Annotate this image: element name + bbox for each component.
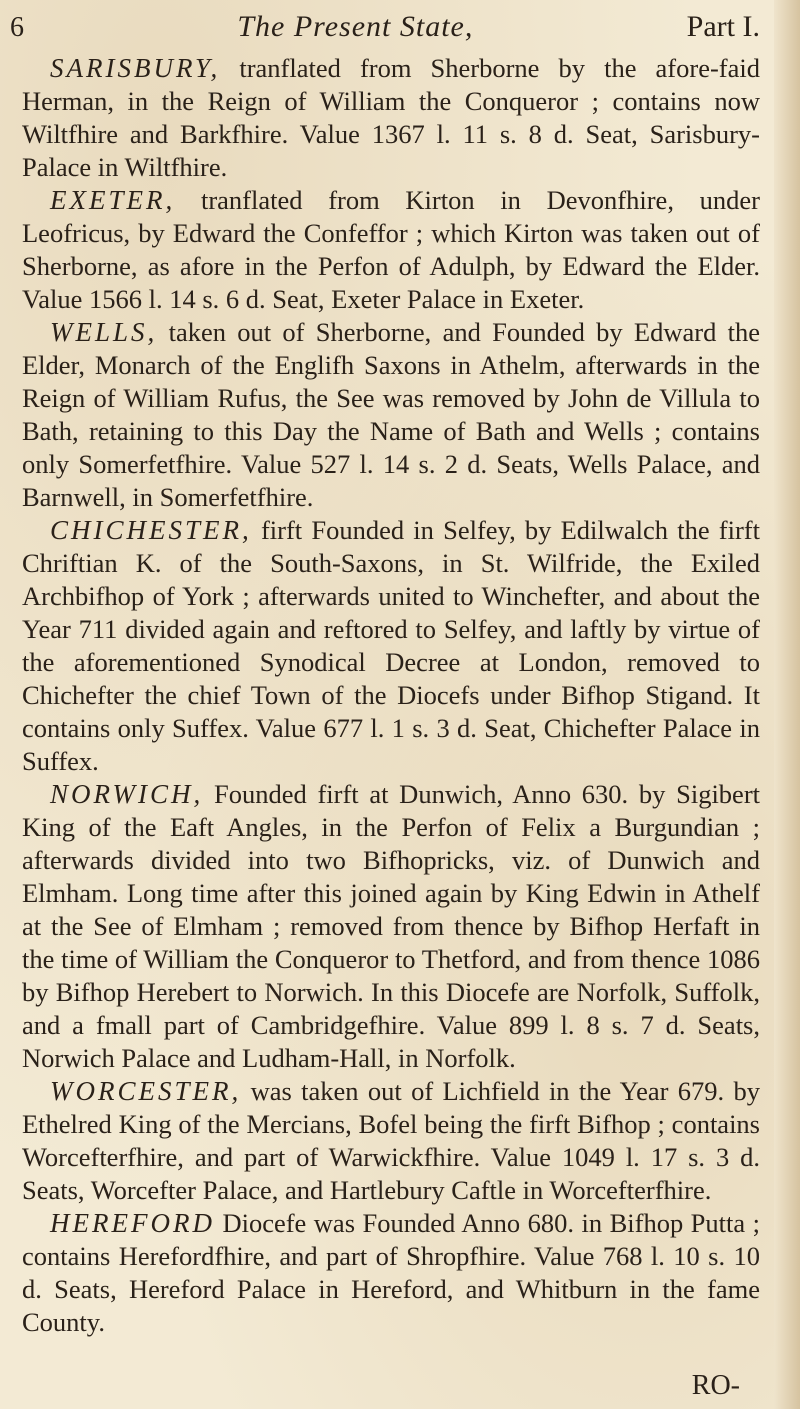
running-title: The Present State, [237,10,474,43]
catchword: RO- [691,1370,740,1401]
entry-text: Diocefe was Founded Anno 680. in Bifhop Putta ; contains Herefordfhire, and part of Shropfhire. Value 768 l. 10 s. 10 d. Seats, Hereford Palace in Hereford, and Whitburn in the fame County. [22,1208,760,1337]
entry-norwich [22,778,760,1075]
page-number: 6 [10,12,24,43]
part-label: Part I. [686,10,760,43]
entry-heading: SARISBURY, [50,53,221,83]
entry-hereford [22,1207,760,1339]
entry-text: was taken out of Lichfield in the Year 679. by Ethelred King of the Mercians, Bofel being the firft Bifhop ; contains Worcefterfhire, and part of Warwickfhire. Value 1049 l. 17 s. 3 d. Seats, Worcefter Palace, and Hartlebury Caftle in Worcefterfhire. [22,1076,761,1205]
body-text [22,52,760,1339]
entry-text: taken out of Sherborne, and Founded by Edward the Elder, Monarch of the Englifh Saxons in Athelm, afterwards in the Reign of William Rufus, the See was removed by John de Villula to Bath, retaining to this Day the Name of Bath and Wells ; contains only Somerfetfhire. Value 527 l. 14 s. 2 d. Seats, Wells Palace, and Barnwell, in Somerfetfhire. [22,317,760,512]
entry-worcester [22,1075,760,1207]
entry-exeter [22,184,760,316]
entry-heading: WELLS, [50,317,158,347]
entry-text: firft Founded in Selfey, by Edilwalch the firft Chriftian K. of the South-Saxons, in St. Wilfride, the Exiled Archbifhop of York ; afterwards united to Winchefter, and about the Year 711 divided again and reftored to Selfey, and laftly by virtue of the aforementioned Synodical Decree at London, removed to Chichefter the chief Town of the Diocefs under Bifhop Stigand. It contains only Suffex. Value 677 l. 1 s. 3 d. Seat, Chichefter Palace in Suffex. [22,515,760,776]
entry-heading: EXETER, [50,185,176,215]
entry-chichester [22,514,760,778]
entry-heading: WORCESTER, [50,1076,242,1106]
running-header [10,10,760,50]
entry-heading: CHICHESTER, [50,515,252,545]
entry-heading: NORWICH, [50,779,204,809]
entry-wells [22,316,760,514]
entry-sarisbury [22,52,760,184]
page-edge [774,0,800,1409]
entry-text: tranflated from Sherborne by the afore-faid Herman, in the Reign of William the Conqueror ; contains now Wiltfhire and Barkfhire. Value 1367 l. 11 s. 8 d. Seat, Sarisbury-Palace in Wiltfhire. [22,53,760,182]
entry-text: tranflated from Kirton in Devonfhire, under Leofricus, by Edward the Confeffor ; which Kirton was taken out of Sherborne, as afore in the Perfon of Adulph, by Edward the Elder. Value 1566 l. 14 s. 6 d. Seat, Exeter Palace in Exeter. [22,185,760,314]
entry-heading: HEREFORD [50,1208,215,1238]
entry-text: Founded firft at Dunwich, Anno 630. by Sigibert King of the Eaft Angles, in the Perfon of Felix a Burgundian ; afterwards divided into two Bifhopricks, viz. of Dunwich and Elmham. Long time after this joined again by King Edwin in Athelf at the See of Elmham ; removed from thence by Bifhop Herfaft in the time of William the Conqueror to Thetford, and from thence 1086 by Bifhop Herebert to Norwich. In this Diocefe are Norfolk, Suffolk, and a fmall part of Cambridgefhire. Value 899 l. 8 s. 7 d. Seats, Norwich Palace and Ludham-Hall, in Norfolk. [22,779,761,1073]
